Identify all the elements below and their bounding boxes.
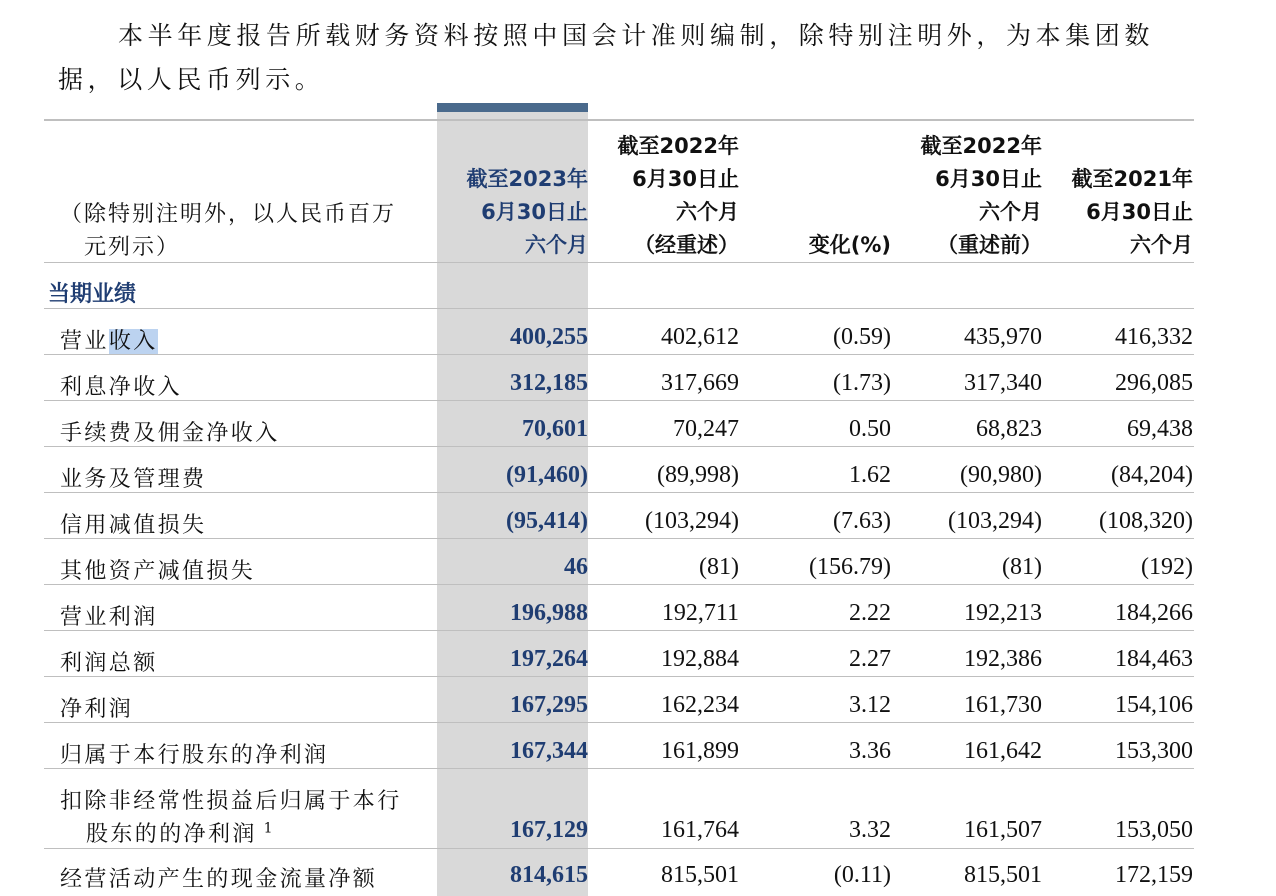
table-cell: (7.63) xyxy=(833,508,891,534)
table-cell: 400,255 xyxy=(510,324,588,350)
row-label-text: 股东的的净利润 xyxy=(86,822,257,847)
table-cell: (81) xyxy=(1002,554,1042,580)
table-cell: (84,204) xyxy=(1111,462,1193,488)
row-label: 其他资产减值损失 xyxy=(60,559,256,584)
row-label: 扣除非经常性损益后归属于本行 xyxy=(60,789,402,814)
row-label-continued xyxy=(86,817,275,848)
section-title-current-results: 当期业绩 xyxy=(48,282,137,307)
column-header-change-pct: 变化(%) xyxy=(808,233,891,257)
table-cell: 167,295 xyxy=(510,692,588,718)
row-label: 手续费及佣金净收入 xyxy=(60,421,280,446)
table-cell: 3.32 xyxy=(849,817,891,843)
table-cell: 192,884 xyxy=(661,646,739,672)
table-cell: (91,460) xyxy=(506,462,588,488)
table-cell: 161,507 xyxy=(964,817,1042,843)
table-cell: 161,899 xyxy=(661,738,739,764)
column-header-2022h1-restated: 截至2022年 6月30日止 六个月 （经重述） xyxy=(617,134,739,257)
table-cell: (0.59) xyxy=(833,324,891,350)
table-cell: 68,823 xyxy=(976,416,1042,442)
section-divider xyxy=(44,308,1194,309)
row-divider xyxy=(44,354,1194,355)
table-cell: 197,264 xyxy=(510,646,588,672)
table-cell: 162,234 xyxy=(661,692,739,718)
corner-label-line1: （除特别注明外，以人民币百万 xyxy=(60,202,397,227)
table-cell: 416,332 xyxy=(1115,324,1193,350)
table-cell: (95,414) xyxy=(506,508,588,534)
column-header-2022h1-original: 截至2022年 6月30日止 六个月 （重述前） xyxy=(920,134,1042,257)
row-divider xyxy=(44,848,1194,849)
row-divider xyxy=(44,630,1194,631)
table-cell: (89,998) xyxy=(657,462,739,488)
table-top-rule xyxy=(44,119,1194,121)
table-cell: (192) xyxy=(1141,554,1193,580)
table-cell: 317,340 xyxy=(964,370,1042,396)
table-cell: 402,612 xyxy=(661,324,739,350)
highlight-accent-bar xyxy=(437,103,588,112)
header-divider xyxy=(44,262,1194,263)
table-cell: 69,438 xyxy=(1127,416,1193,442)
row-label: 归属于本行股东的净利润 xyxy=(60,743,329,768)
intro-paragraph: 本半年度报告所载财务资料按照中国会计准则编制，除特别注明外，为本集团数据，以人民币列示。 xyxy=(58,21,1155,94)
table-cell: 192,386 xyxy=(964,646,1042,672)
table-cell: 161,764 xyxy=(661,817,739,843)
row-divider xyxy=(44,400,1194,401)
corner-label-line2: 元列示） xyxy=(84,235,181,260)
table-cell: 192,711 xyxy=(661,600,739,626)
row-divider xyxy=(44,676,1194,677)
table-cell: 153,050 xyxy=(1115,817,1193,843)
row-label: 信用减值损失 xyxy=(60,513,207,538)
table-cell: 154,106 xyxy=(1115,692,1193,718)
table-cell: 3.12 xyxy=(849,692,891,718)
table-cell: 192,213 xyxy=(964,600,1042,626)
table-cell: 1.62 xyxy=(849,462,891,488)
row-label: 利润总额 xyxy=(60,651,158,676)
table-cell: 0.50 xyxy=(849,416,891,442)
table-cell: 815,501 xyxy=(964,862,1042,888)
table-cell: (90,980) xyxy=(960,462,1042,488)
table-cell: 312,185 xyxy=(510,370,588,396)
row-label: 营业利润 xyxy=(60,605,158,630)
row-label xyxy=(60,324,158,355)
table-cell: 153,300 xyxy=(1115,738,1193,764)
table-cell: 46 xyxy=(564,554,588,580)
table-cell: 184,463 xyxy=(1115,646,1193,672)
table-cell: 435,970 xyxy=(964,324,1042,350)
table-cell: (108,320) xyxy=(1099,508,1193,534)
table-cell: 3.36 xyxy=(849,738,891,764)
table-cell: 196,988 xyxy=(510,600,588,626)
row-divider xyxy=(44,722,1194,723)
table-cell: (81) xyxy=(699,554,739,580)
row-label: 经营活动产生的现金流量净额 xyxy=(60,867,378,892)
table-cell: 167,129 xyxy=(510,817,588,843)
table-cell: (156.79) xyxy=(809,554,891,580)
table-cell: 172,159 xyxy=(1115,862,1193,888)
row-label: 业务及管理费 xyxy=(60,467,207,492)
row-label: 净利润 xyxy=(60,697,134,722)
row-label-text: 营业 xyxy=(60,329,109,354)
table-cell: 161,642 xyxy=(964,738,1042,764)
table-cell: 167,344 xyxy=(510,738,588,764)
table-cell: 2.22 xyxy=(849,600,891,626)
corner-label xyxy=(60,198,396,264)
row-divider xyxy=(44,492,1194,493)
row-label: 利息净收入 xyxy=(60,375,183,400)
column-header-2023h1: 截至2023年 6月30日止 六个月 xyxy=(466,167,588,257)
table-cell: 161,730 xyxy=(964,692,1042,718)
footnote-marker: 1 xyxy=(256,820,275,837)
row-divider xyxy=(44,538,1194,539)
table-cell: (0.11) xyxy=(833,862,891,888)
table-cell: 814,615 xyxy=(510,862,588,888)
table-cell: 70,247 xyxy=(673,416,739,442)
text-selection-highlight[interactable]: 收入 xyxy=(108,329,158,354)
table-cell: 815,501 xyxy=(661,862,739,888)
table-cell: 70,601 xyxy=(522,416,588,442)
table-cell: 184,266 xyxy=(1115,600,1193,626)
table-cell: 317,669 xyxy=(661,370,739,396)
table-cell: (103,294) xyxy=(948,508,1042,534)
table-cell: (103,294) xyxy=(645,508,739,534)
table-cell: (1.73) xyxy=(833,370,891,396)
table-cell: 2.27 xyxy=(849,646,891,672)
table-cell: 296,085 xyxy=(1115,370,1193,396)
column-header-2021h1: 截至2021年 6月30日止 六个月 xyxy=(1071,167,1193,257)
